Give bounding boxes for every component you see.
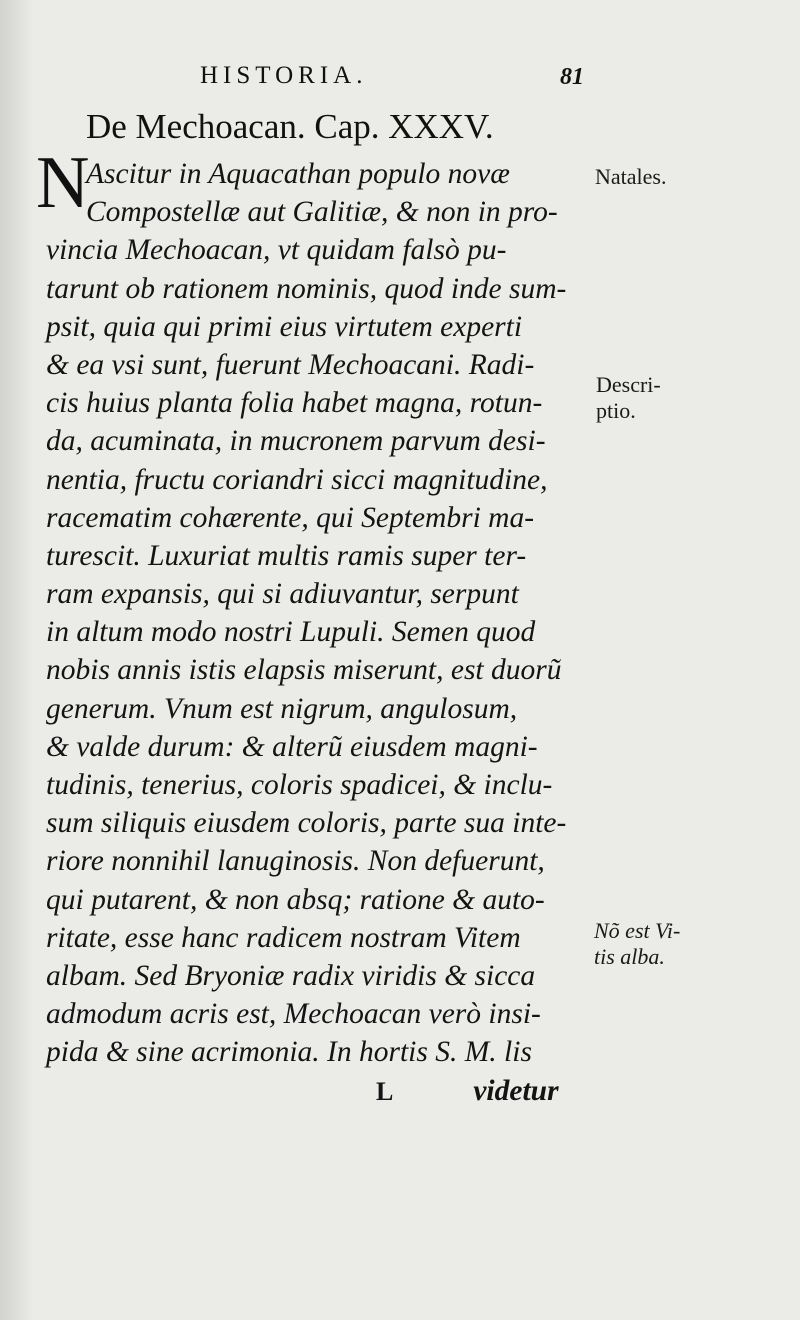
running-head: HISTORIA.	[200, 62, 368, 89]
text-line: pida & sine acrimonia. In hortis S. M. lis	[46, 1036, 532, 1069]
text-line: da, acuminata, in mucronem parvum desi-	[46, 425, 546, 458]
marginal-note-non-est-vitis-alba	[594, 918, 680, 970]
text-line: cis huius planta folia habet magna, rotun-	[46, 387, 543, 420]
text-line: turescit. Luxuriat multis ramis super ter-	[46, 539, 527, 572]
text-line: nobis annis istis elapsis miserunt, est duorũ	[46, 654, 562, 687]
marginal-note-line: Nõ est Vi-	[594, 918, 681, 943]
text-line: riore nonnihil lanuginosis. Non defuerunt,	[46, 845, 545, 878]
marginal-note-descriptio	[596, 372, 661, 424]
text-line: tarunt ob rationem nominis, quod inde sum-	[46, 272, 567, 305]
text-line: ram expansis, qui si adiuvantur, serpunt	[46, 578, 519, 611]
text-line: albam. Sed Bryoniæ radix viridis & sicca	[46, 959, 536, 992]
text-line: vincia Mechoacan, vt quidam falsò pu-	[46, 234, 507, 267]
text-line: in altum modo nostri Lupuli. Semen quod	[46, 616, 536, 649]
marginal-note-natales: Natales.	[595, 164, 667, 189]
text-line: qui putarent, & non absq; ratione & auto-	[46, 883, 545, 916]
signature-mark: L	[376, 1076, 394, 1106]
page-number: 81	[560, 64, 584, 90]
drop-cap: N	[36, 142, 90, 224]
text-line: Ascitur in Aquacathan populo novæ	[86, 158, 510, 190]
text-line: ritate, esse hanc radicem nostram Vitem	[46, 921, 521, 954]
text-line: & valde durum: & alterũ eiusdem magni-	[46, 730, 538, 763]
text-line: racematim cohærente, qui Septembri ma-	[46, 501, 535, 534]
text-line: tudinis, tenerius, coloris spadicei, & inclu-	[46, 769, 553, 801]
marginal-note-line: ptio.	[596, 398, 636, 423]
text-line: Compostellæ aut Galitiæ, & non in pro-	[86, 196, 558, 229]
text-line: & ea vsi sunt, fuerunt Mechoacani. Radi-	[46, 348, 535, 381]
text-line: admodum acris est, Mechoacan verò insi-	[46, 998, 541, 1031]
marginal-note-line: tis alba.	[594, 944, 665, 969]
text-line: sum siliquis eiusdem coloris, parte sua inte-	[46, 807, 567, 840]
body-text	[46, 155, 566, 1110]
page-gutter-shadow	[0, 0, 34, 1320]
text-line: generum. Vnum est nigrum, angulosum,	[46, 692, 518, 725]
text-line: nentia, fructu coriandri sicci magnitudine,	[46, 463, 548, 496]
text-line: psit, quia qui primi eius virtutem experti	[46, 310, 523, 343]
marginal-note-line: Descri-	[596, 372, 661, 397]
signature-line	[46, 1072, 566, 1110]
chapter-title: De Mechoacan. Cap. XXXV.	[86, 107, 494, 146]
catchword: videtur	[473, 1074, 559, 1107]
